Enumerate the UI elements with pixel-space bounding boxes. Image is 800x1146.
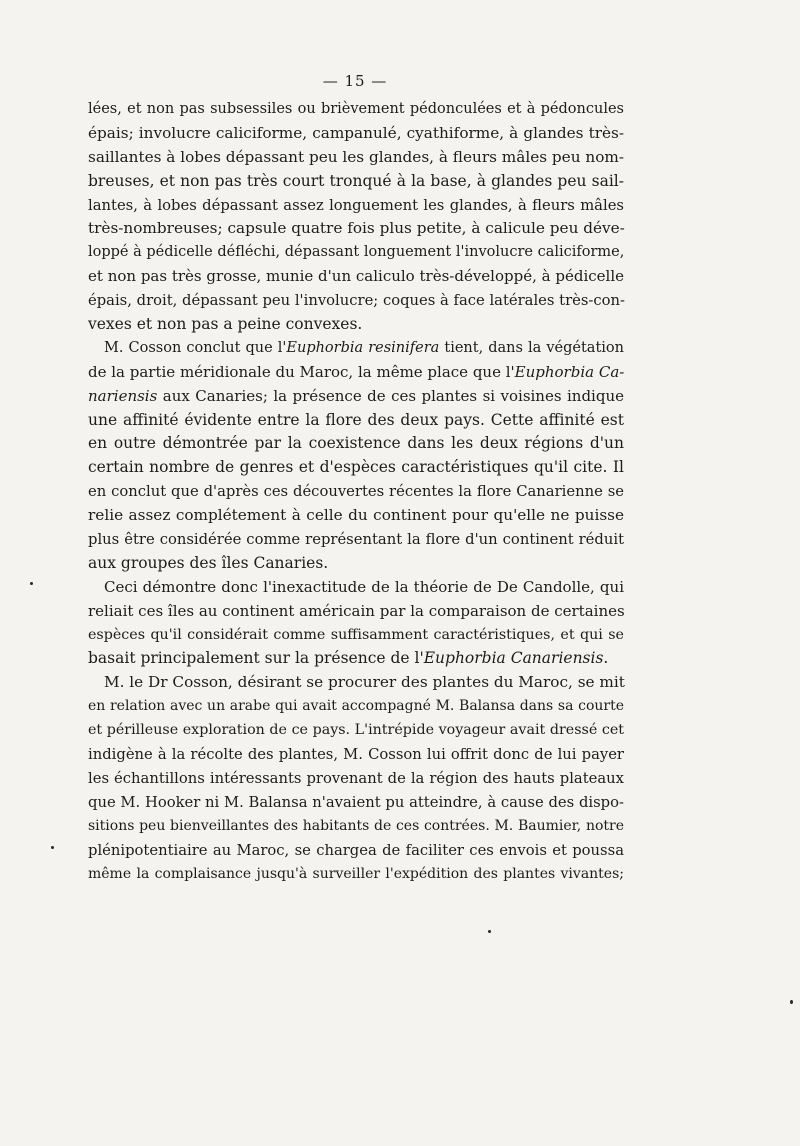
line-text: aux Canaries; la présence de ces plantes si voisines indique: [157, 386, 624, 405]
text-line: [88, 815, 624, 839]
text-line: [88, 576, 624, 600]
text-line: [88, 695, 624, 719]
text-line: [88, 170, 624, 194]
line-text: même la complaisance jusqu'à surveiller l'expédition des plantes vivantes;: [88, 865, 624, 882]
line-text: épais; involucre caliciforme, campanulé, cyathiforme, à glandes très-: [88, 123, 624, 142]
line-text: indigène à la récolte des plantes, M. Cosson lui offrit donc de lui payer: [88, 746, 624, 764]
text-line: [88, 863, 624, 887]
text-line: [88, 719, 624, 743]
text-line: [88, 528, 624, 552]
scan-speck: [51, 846, 54, 849]
text-line: [88, 767, 624, 791]
line-text: et non pas très grosse, munie d'un caliculo très-développé, à pédicelle: [88, 267, 624, 286]
text-line: [88, 385, 624, 409]
line-text: Ceci démontre donc l'inexactitude de la théorie de De Candolle, qui: [104, 577, 624, 596]
line-text: aux groupes des îles Canaries.: [88, 553, 329, 572]
line-text: loppé à pédicelle défléchi, dépassant longuement l'involucre caliciforme,: [88, 244, 625, 261]
line-text: certain nombre de genres et d'espèces caractéristiques qu'il cite. Il: [88, 458, 624, 477]
line-text: espèces qu'il considérait comme suffisamment caractéristiques, et qui se: [88, 626, 624, 643]
species-name: Euphorbia Canariensis: [423, 649, 604, 668]
text-line: [88, 671, 624, 695]
line-text: breuses, et non pas très court tronqué à la base, à glandes peu sail-: [88, 171, 624, 190]
text-line: [88, 337, 624, 361]
species-name: Euphorbia resinifera: [286, 339, 440, 356]
line-text: .: [603, 649, 609, 668]
scan-speck: [488, 930, 491, 933]
line-text: les échantillons intéressants provenant de la région des hauts plateaux: [88, 769, 624, 787]
line-text: vexes et non pas a peine convexes.: [88, 315, 363, 334]
text-line: [88, 743, 624, 767]
scan-speck: [790, 1000, 793, 1004]
line-text: basait principalement sur la présence de l': [88, 649, 424, 668]
line-text: en relation avec un arabe qui avait accompagné M. Balansa dans sa courte: [88, 698, 624, 715]
line-text: en conclut que d'après ces découvertes récentes la flore Canarienne se: [88, 483, 624, 501]
line-text: une affinité évidente entre la flore des deux pays. Cette affinité est: [88, 410, 624, 429]
line-text: très-nombreuses; capsule quatre fois plus petite, à calicule peu déve-: [88, 219, 625, 238]
text-line: [88, 122, 624, 146]
line-text: que M. Hooker ni M. Balansa n'avaient pu atteindre, à cause des dispo-: [88, 793, 624, 811]
page-number: — 15 —: [322, 72, 388, 90]
text-line: [88, 839, 624, 863]
species-name: nariensis: [88, 386, 158, 405]
line-text: en outre démontrée par la coexistence dans les deux régions d'un: [88, 434, 624, 453]
text-line: [88, 432, 624, 456]
line-text: lées, et non pas subsessiles ou brièvement pédonculées et à pédoncules: [88, 101, 624, 117]
text-line: [88, 504, 624, 528]
text-line: [88, 647, 624, 671]
line-text: relie assez complétement à celle du continent pour qu'elle ne puisse: [88, 506, 624, 525]
text-line: [88, 146, 624, 170]
text-line: [88, 791, 624, 815]
species-name: Euphorbia Ca-: [514, 362, 625, 381]
line-text: sitions peu bienveillantes des habitants de ces contrées. M. Baumier, notre: [88, 817, 624, 834]
line-text: saillantes à lobes dépassant peu les glandes, à fleurs mâles peu nom-: [88, 147, 624, 166]
text-line: [88, 409, 624, 433]
text-line: [88, 600, 624, 624]
text-line: [88, 98, 624, 122]
text-line: [88, 552, 624, 576]
line-text: et périlleuse exploration de ce pays. L'intrépide voyageur avait dressé cet: [88, 722, 624, 739]
line-text: de la partie méridionale du Maroc, la même place que l': [88, 362, 515, 381]
text-line: [88, 480, 624, 504]
line-text: reliait ces îles au continent américain par la comparaison de certaines: [88, 601, 625, 620]
text-line: [88, 624, 624, 648]
text-line: [88, 194, 624, 218]
line-text: plénipotentiaire au Maroc, se chargea de faciliter ces envois et poussa: [88, 841, 624, 859]
text-line: [88, 456, 624, 480]
line-text: plus être considérée comme représentant la flore d'un continent réduit: [88, 531, 624, 549]
text-line: [88, 289, 624, 313]
text-line: [88, 217, 624, 241]
text-line: [88, 241, 624, 265]
body-text: [88, 98, 624, 886]
text-line: [88, 361, 624, 385]
line-text: épais, droit, dépassant peu l'involucre; coques à face latérales très-con-: [88, 292, 626, 310]
text-line: [88, 313, 624, 337]
line-text: lantes, à lobes dépassant assez longuement les glandes, à fleurs mâles: [88, 196, 624, 214]
scan-speck: [30, 582, 33, 585]
line-text: M. Cosson conclut que l': [104, 339, 287, 356]
line-text: tient, dans la végétation: [439, 339, 624, 356]
text-line: [88, 265, 624, 289]
line-text: M. le Dr Cosson, désirant se procurer des plantes du Maroc, se mit: [104, 673, 625, 692]
